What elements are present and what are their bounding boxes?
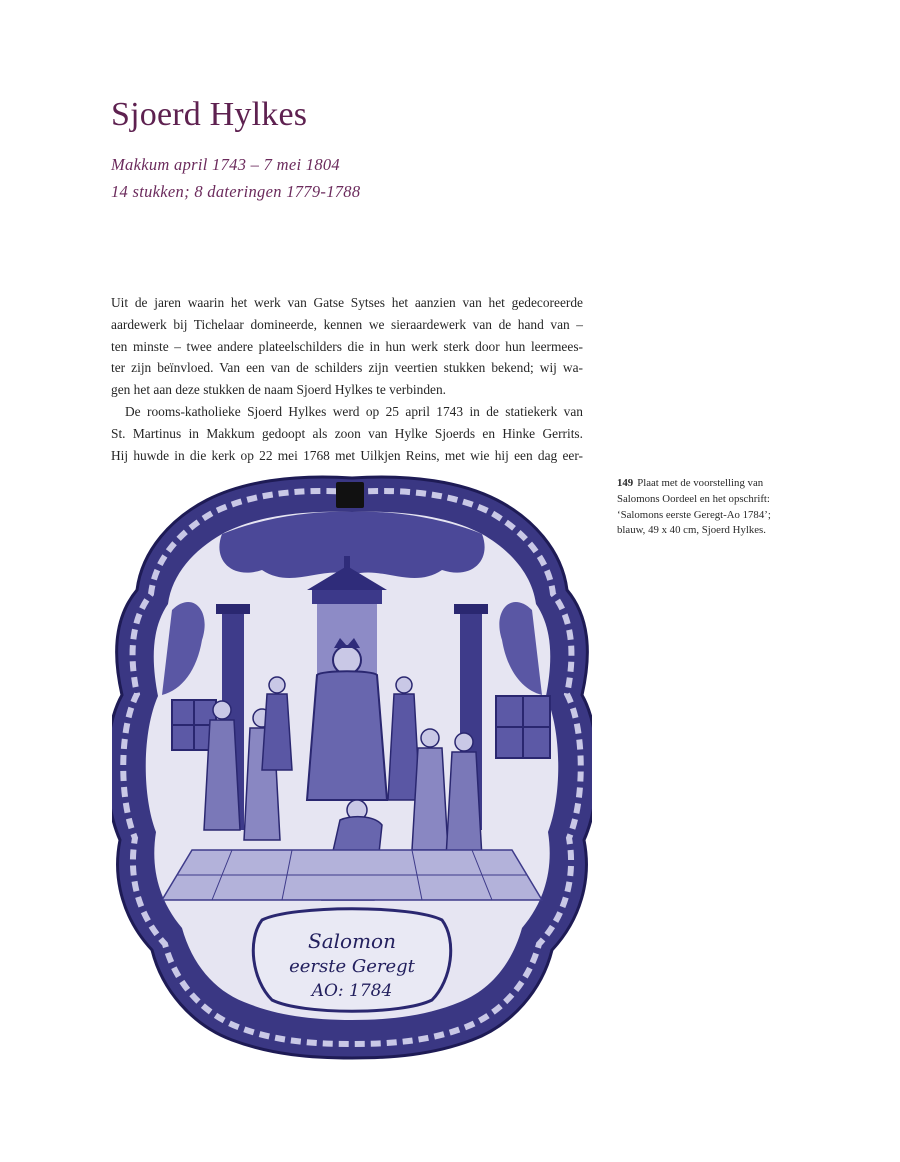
- life-dates: Makkum april 1743 – 7 mei 1804: [111, 155, 340, 174]
- plate-inscription-1: Salomon: [308, 929, 396, 953]
- body-line: Uit de jaren waarin het werk van Gatse Sytses het aanzien van het gedecoreerde: [111, 295, 583, 310]
- body-line: St. Martinus in Makkum gedoopt als zoon van Hylke Sjoerds en Hinke Gerrits.: [111, 425, 583, 441]
- caption-text: Plaat met de voorstelling van Salomons Oordeel en het opschrift: ‘Salomons eerste Geregt-Ao 1784’; blauw, 49 x 40 cm, Sjoerd Hylkes.: [617, 477, 771, 537]
- figure-caption: [617, 476, 795, 539]
- works-summary: 14 stukken; 8 dateringen 1779-1788: [111, 182, 361, 201]
- plate-image: [112, 470, 592, 1060]
- body-line: gen het aan deze stukken de naam Sjoerd Hylkes te verbinden.: [111, 382, 447, 398]
- page-title: Sjoerd Hylkes: [111, 96, 308, 133]
- body-line: ter zijn beïnvloed. Van een van de schilders zijn veertien stukken bekend; wij wa-: [111, 360, 583, 376]
- plate-inscription-3: AO: 1784: [311, 981, 393, 1001]
- delftware-plate-illustration: [112, 470, 592, 1060]
- body-line: De rooms-katholieke Sjoerd Hylkes werd op 25 april 1743 in de statiekerk van: [125, 403, 583, 419]
- body-line: ten minste – twee andere plateelschilders die in hun werk sterk door hun leermees-: [111, 338, 583, 354]
- figure-number: 149: [617, 477, 634, 489]
- plate-inscription-2: eerste Geregt: [289, 956, 415, 977]
- body-text: [111, 292, 583, 466]
- body-line: aardewerk bij Tichelaar domineerde, kennen we sieraardewerk van de hand van –: [111, 316, 583, 332]
- body-line: Hij huwde in die kerk op 22 mei 1768 met Uilkjen Reins, met wie hij een dag eer-: [111, 447, 583, 463]
